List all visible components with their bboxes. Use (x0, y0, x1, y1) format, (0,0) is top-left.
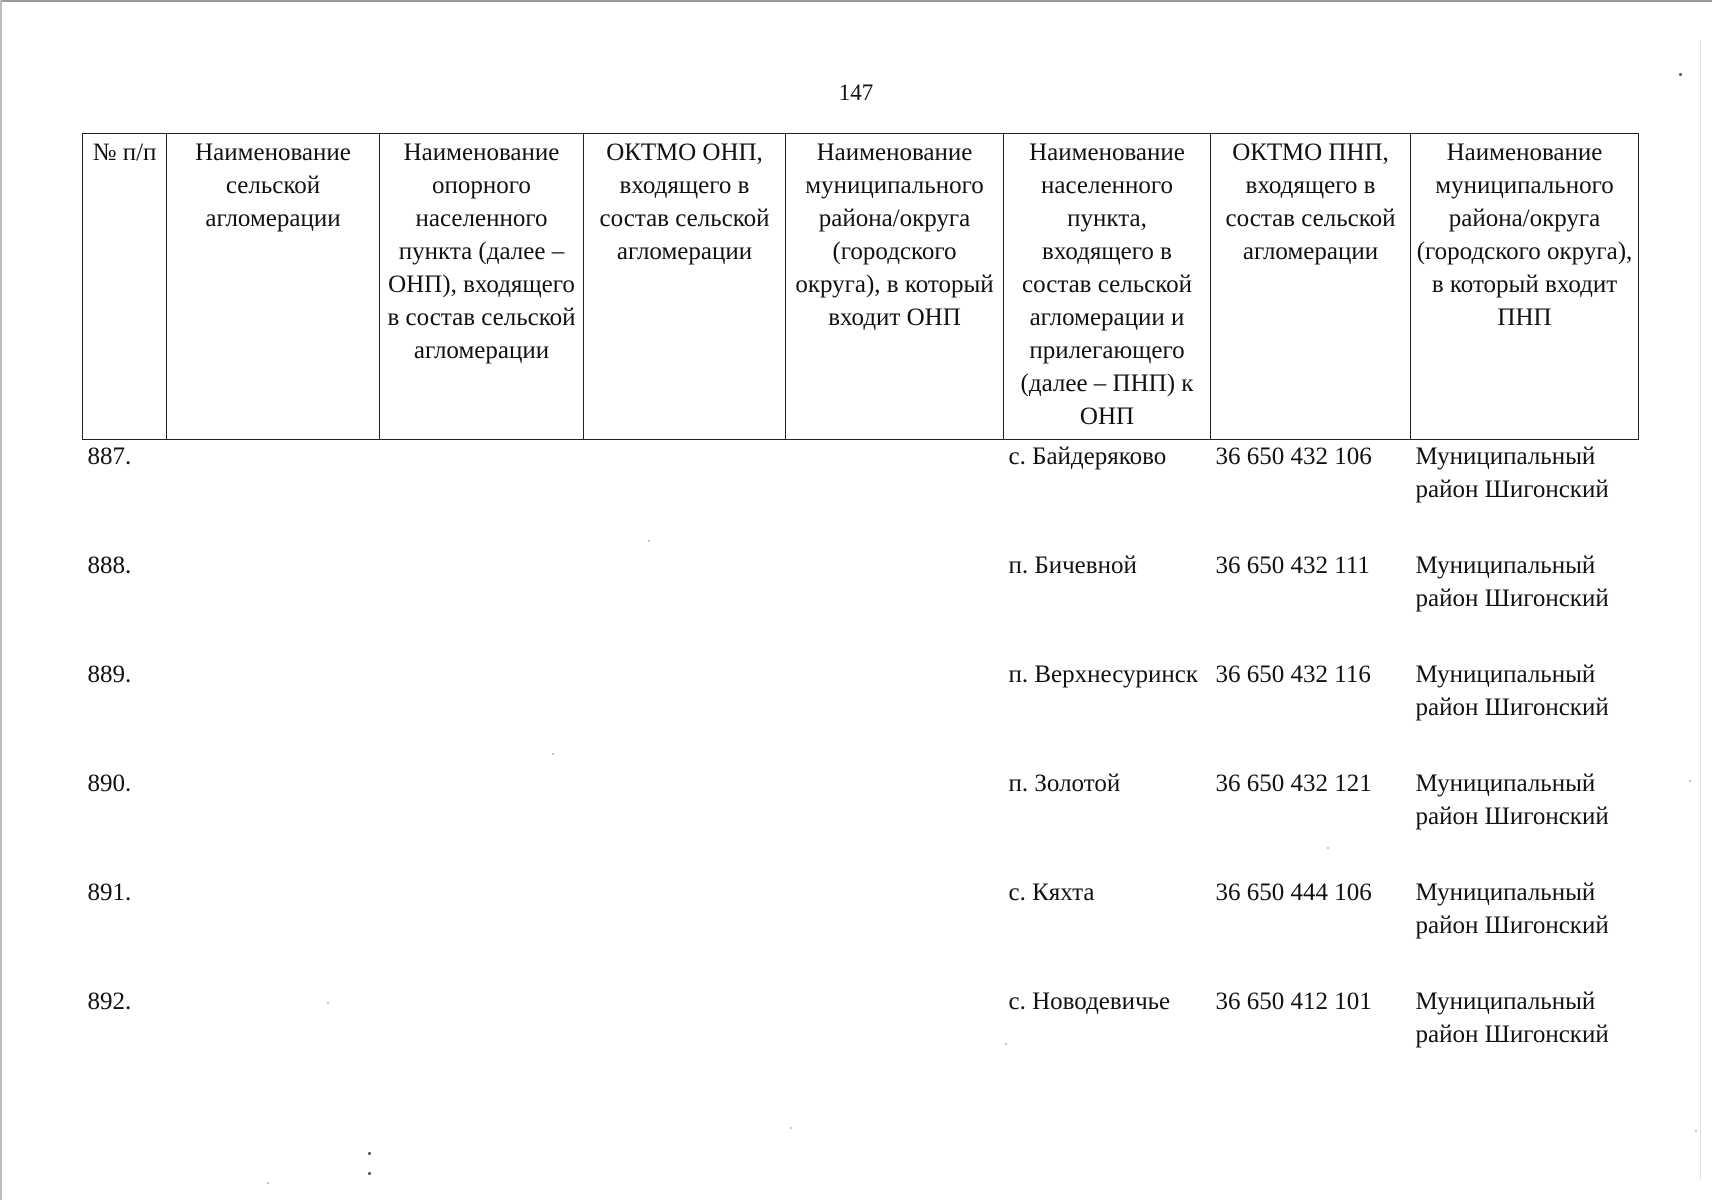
onp-district-cell (786, 767, 1004, 876)
table-row (83, 658, 1639, 767)
scan-speck (1327, 847, 1329, 849)
page-number: 147 (838, 80, 874, 105)
table-header (83, 134, 1639, 440)
pnp-name-cell: с. Новодевичье (1008, 988, 1171, 1015)
onp-oktmo-cell (584, 440, 786, 550)
pnp-oktmo-cell: 36 650 444 106 (1215, 879, 1372, 906)
pnp-name-cell: с. Кяхта (1008, 879, 1095, 906)
onp-district-cell (786, 876, 1004, 985)
scan-speck (648, 540, 650, 542)
row-number: 889. (87, 661, 132, 688)
agglomeration-cell (167, 549, 380, 658)
row-number: 887. (87, 443, 132, 470)
scan-edge-right (1700, 40, 1701, 1180)
scan-speck (1695, 1130, 1697, 1132)
onp-name-cell (380, 876, 584, 985)
pnp-oktmo-cell: 36 650 432 106 (1215, 443, 1372, 470)
scan-edge-top (0, 0, 1712, 2)
row-number: 888. (87, 552, 132, 579)
row-number: 891. (87, 879, 132, 906)
table-row (83, 876, 1639, 985)
table-row (83, 549, 1639, 658)
onp-oktmo-cell (584, 985, 786, 1094)
scan-speck (368, 1152, 371, 1155)
onp-district-cell (786, 658, 1004, 767)
onp-oktmo-cell (584, 876, 786, 985)
onp-name-cell (380, 985, 584, 1094)
pnp-oktmo-cell: 36 650 432 116 (1215, 661, 1371, 688)
pnp-name-cell: с. Байдеряково (1008, 443, 1167, 470)
onp-name-cell (380, 549, 584, 658)
onp-oktmo-cell (584, 549, 786, 658)
onp-name-cell (380, 767, 584, 876)
table-row (83, 985, 1639, 1094)
header-row-number: № п/п (83, 134, 167, 440)
table-body (83, 440, 1639, 1095)
header-pnp-oktmo: ОКТМО ПНП, входящего в состав сельской агломерации (1211, 134, 1411, 440)
header-onp-district: Наименование муниципального района/округа (городского округа), в который входит ОНП (786, 134, 1004, 440)
scan-speck (1679, 73, 1682, 76)
header-pnp-district: Наименование муниципального района/округа (городского округа), в который входит ПНП (1411, 134, 1639, 440)
pnp-district-cell: Муниципальный район Шигонский (1415, 879, 1609, 939)
agglomeration-table (82, 133, 1639, 1094)
scan-speck (327, 1002, 329, 1004)
agglomeration-cell (167, 767, 380, 876)
agglomeration-cell (167, 440, 380, 550)
onp-district-cell (786, 440, 1004, 550)
pnp-district-cell: Муниципальный район Шигонский (1415, 552, 1609, 612)
header-row (83, 134, 1639, 440)
onp-district-cell (786, 985, 1004, 1094)
scan-speck (1689, 780, 1691, 782)
agglomeration-cell (167, 876, 380, 985)
scan-speck (1005, 1043, 1007, 1045)
row-number: 890. (87, 770, 132, 797)
onp-oktmo-cell (584, 767, 786, 876)
table-row (83, 440, 1639, 550)
onp-name-cell (380, 658, 584, 767)
onp-name-cell (380, 440, 584, 550)
table-row (83, 767, 1639, 876)
row-number: 892. (87, 988, 132, 1015)
header-onp-name: Наименование опорного населенного пункта (далее – ОНП), входящего в состав сельской агломерации (380, 134, 584, 440)
agglomeration-cell (167, 658, 380, 767)
pnp-oktmo-cell: 36 650 432 121 (1215, 770, 1372, 797)
onp-oktmo-cell (584, 658, 786, 767)
onp-district-cell (786, 549, 1004, 658)
pnp-district-cell: Муниципальный район Шигонский (1415, 443, 1609, 503)
pnp-district-cell: Муниципальный район Шигонский (1415, 770, 1609, 830)
scan-speck (267, 1182, 269, 1184)
pnp-district-cell: Муниципальный район Шигонский (1415, 988, 1609, 1048)
header-pnp-name: Наименование населенного пункта, входящего в состав сельской агломерации и прилегающего (далее – ПНП) к ОНП (1004, 134, 1211, 440)
agglomeration-cell (167, 985, 380, 1094)
scan-speck (368, 1172, 371, 1175)
pnp-name-cell: п. Золотой (1008, 770, 1121, 797)
pnp-oktmo-cell: 36 650 432 111 (1215, 552, 1370, 579)
pnp-name-cell: п. Бичевной (1008, 552, 1137, 579)
header-onp-oktmo: ОКТМО ОНП, входящего в состав сельской агломерации (584, 134, 786, 440)
scan-edge-left (0, 0, 2, 1200)
pnp-name-cell: п. Верхнесуринск (1008, 661, 1199, 688)
scan-speck (790, 1127, 792, 1129)
scan-speck (552, 753, 554, 755)
header-agglomeration-name: Наименование сельской агломерации (167, 134, 380, 440)
pnp-district-cell: Муниципальный район Шигонский (1415, 661, 1609, 721)
pnp-oktmo-cell: 36 650 412 101 (1215, 988, 1372, 1015)
